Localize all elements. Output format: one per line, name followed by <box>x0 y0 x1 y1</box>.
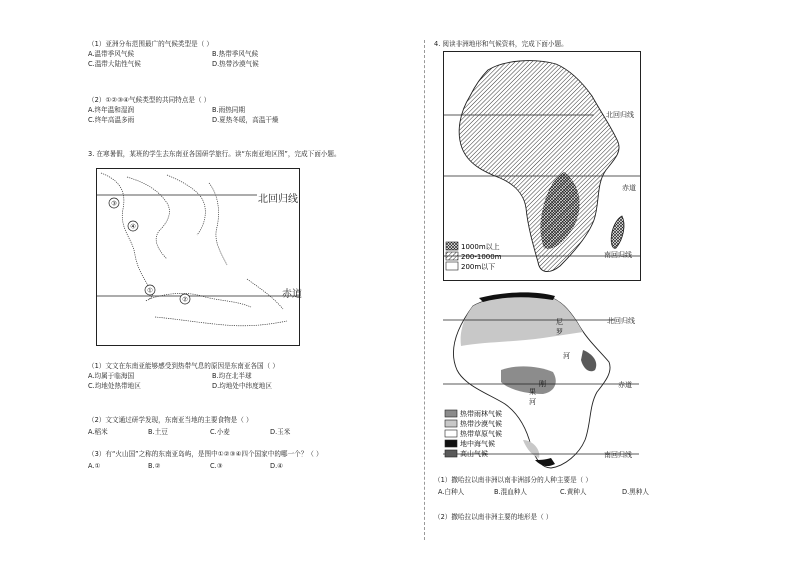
climate-capricorn-label: 南回归线 <box>604 451 632 459</box>
marker-3-label: ③ <box>111 199 117 208</box>
q2-option-d[interactable]: D.夏热冬暖，高温干燥 <box>212 116 279 124</box>
nile-char-2: 罗 <box>556 328 563 336</box>
coast-indochina <box>127 177 169 259</box>
legend2-highland: 高山气候 <box>460 450 488 458</box>
coast-china <box>167 175 205 235</box>
marker-1-label: ① <box>147 286 153 295</box>
terrain-capricorn-label: 南回归线 <box>604 251 632 259</box>
q4-1-option-a[interactable]: A.白种人 <box>438 488 465 496</box>
marker-2-label: ② <box>182 295 188 304</box>
equator-label: 赤道 <box>282 289 302 300</box>
legend2-savanna: 热带草原气候 <box>460 430 502 438</box>
africa-terrain-svg <box>444 52 640 280</box>
q4-1-option-c[interactable]: C.黄种人 <box>560 488 587 496</box>
q3-1-option-c[interactable]: C.均地处热带地区 <box>88 382 141 390</box>
q3-3-option-b[interactable]: B.② <box>148 462 161 470</box>
legend1-low: 200m以下 <box>461 263 496 271</box>
q4-1-option-d[interactable]: D.黑种人 <box>622 488 649 496</box>
madagascar-terrain <box>611 216 624 248</box>
climate-tropic-label: 北回归线 <box>607 317 635 325</box>
terrain-tropic-label: 北回归线 <box>606 111 634 119</box>
climate-equator-label: 赤道 <box>618 381 632 389</box>
q1-option-d[interactable]: D.热带沙漠气候 <box>212 60 259 68</box>
legend1-high: 1000m以上 <box>461 243 500 251</box>
q2-option-a[interactable]: A.终年温和湿润 <box>88 106 135 114</box>
q3-stem: 3. 在寒暑假，某班的学生去东南亚各国研学旅行。读“东南亚地区图”，完成下面小题。 <box>88 150 341 158</box>
q3-2-stem: （2）文文通过研学发现，东南亚当地的主要食物是（ ） <box>88 416 253 424</box>
coast-borneo <box>149 293 251 307</box>
congo-char-1: 刚 <box>539 380 546 388</box>
legend1-mid: 200-1000m <box>461 253 502 261</box>
q4-1-stem: （1）撒哈拉以南非洲以南非洲部分的人种主要是（ ） <box>434 476 592 484</box>
q1-stem: （1）亚洲分布范围最广的气候类型是（ ） <box>88 40 213 48</box>
legend2-desert: 热带沙漠气候 <box>460 420 502 428</box>
coast-sulawesi <box>247 279 283 309</box>
q3-2-option-a[interactable]: A.稻米 <box>88 428 108 436</box>
q3-1-option-d[interactable]: D.均地处中纬度地区 <box>212 382 272 390</box>
q2-stem: （2）①②③④气候类型的共同特点是（ ） <box>88 96 211 104</box>
legend2-rainforest: 热带雨林气候 <box>460 410 502 418</box>
africa-terrain-shape <box>459 61 619 272</box>
q3-2-option-c[interactable]: C.小麦 <box>210 428 230 436</box>
africa-terrain-map <box>443 51 641 281</box>
tropic-label: 北回归线 <box>258 194 298 205</box>
q1-option-b[interactable]: B.热带季风气候 <box>212 50 259 58</box>
legend2-mediterranean: 地中海气候 <box>460 440 495 448</box>
q3-3-option-c[interactable]: C.③ <box>210 462 223 470</box>
q1-option-c[interactable]: C.温带大陆性气候 <box>88 60 141 68</box>
q4-1-option-b[interactable]: B.混血种人 <box>494 488 527 496</box>
marker-4-label: ④ <box>130 222 136 231</box>
climate-legend <box>445 409 502 458</box>
congo-char-3: 河 <box>529 398 536 406</box>
q3-2-option-d[interactable]: D.玉米 <box>270 428 291 436</box>
congo-char-2: 果 <box>529 388 536 396</box>
nile-char-3: 河 <box>563 352 570 360</box>
q3-1-stem: （1）文文在东南亚能够感受到热带气息的原因是东南亚各国（ ） <box>88 362 279 370</box>
q3-1-option-a[interactable]: A.均属于临海国 <box>88 372 135 380</box>
terrain-equator-label: 赤道 <box>622 184 636 192</box>
q3-2-option-b[interactable]: B.土豆 <box>148 428 168 436</box>
q3-3-option-d[interactable]: D.④ <box>270 462 284 470</box>
q3-3-option-a[interactable]: A.① <box>88 462 101 470</box>
column-divider <box>424 40 425 540</box>
nile-char-1: 尼 <box>556 318 563 326</box>
q3-3-stem: （3）有“火山国”之称的东南亚岛屿，是图中①②③④四个国家中的哪一个？（ ） <box>88 450 323 458</box>
q1-option-a[interactable]: A.温带季风气候 <box>88 50 135 58</box>
q2-option-b[interactable]: B.雨热同期 <box>212 106 245 114</box>
q4-stem: 4. 阅读非洲地形和气候资料，完成下面小题。 <box>434 40 568 48</box>
coast-mainland <box>101 173 152 301</box>
coast-java <box>155 317 287 326</box>
q4-2-stem: （2）撒哈拉以南非洲主要的地形是（ ） <box>434 513 553 521</box>
q2-option-c[interactable]: C.终年高温多雨 <box>88 116 135 124</box>
terrain-legend <box>446 242 502 271</box>
q3-1-option-b[interactable]: B.均在北半球 <box>212 372 252 380</box>
